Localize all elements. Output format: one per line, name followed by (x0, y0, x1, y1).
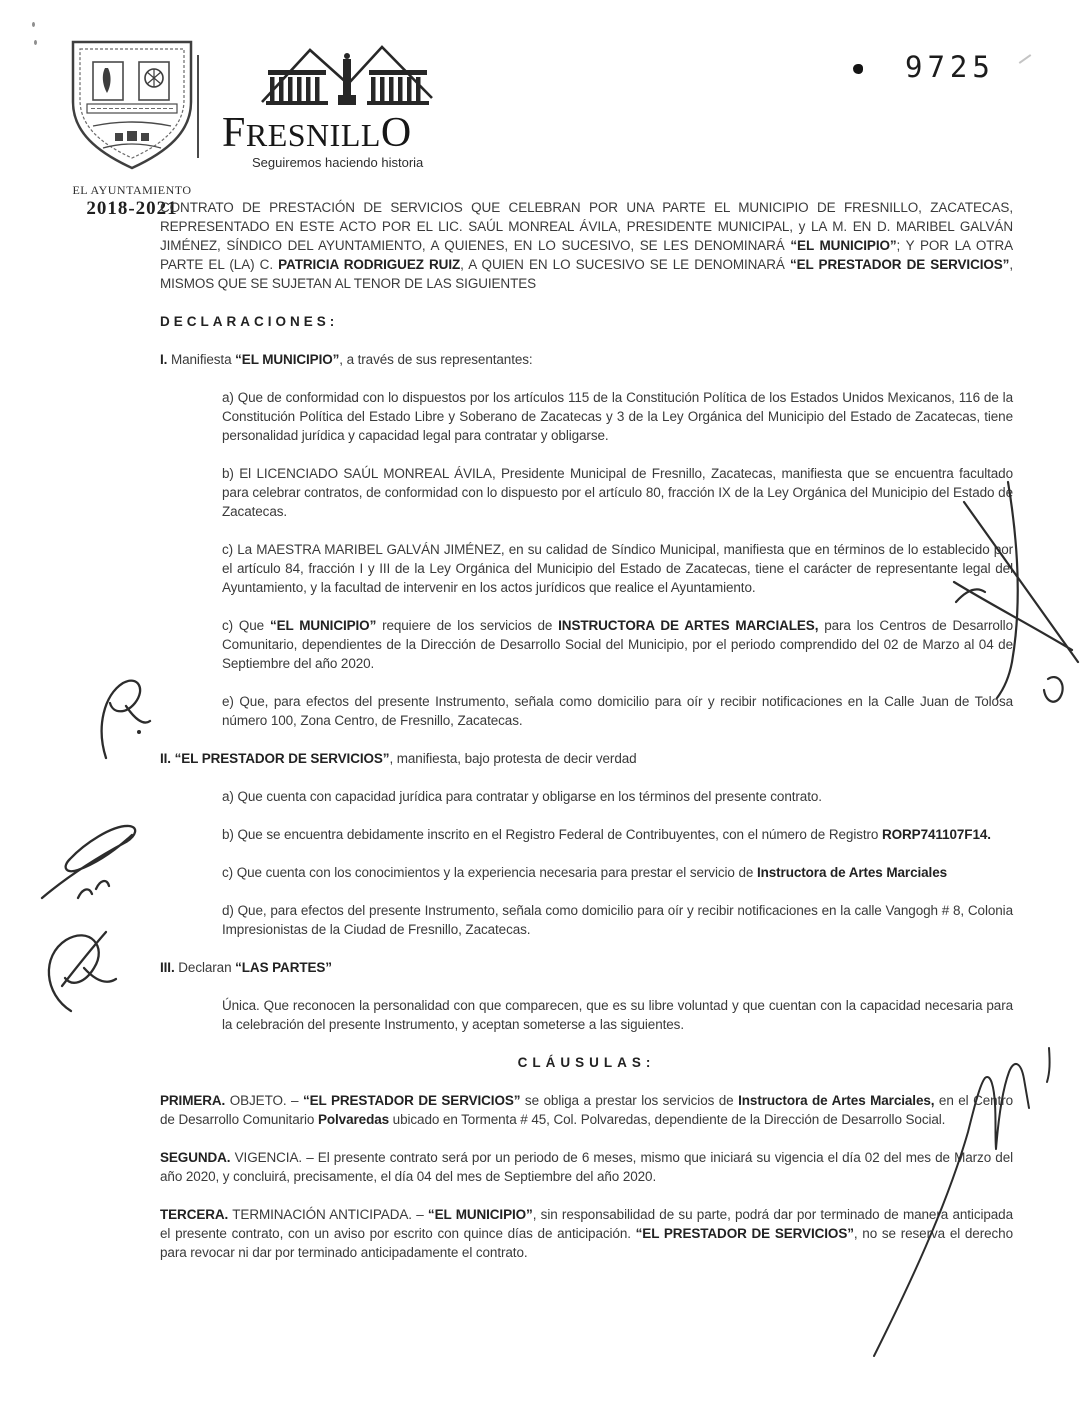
declaracion-II-d: d) Que, para efectos del presente Instrumento, señala como domicilio para oír y recibir notificaciones en la calle Vangogh # 8, Colonia Impresionistas de la Ciudad de Fresnillo, Zacatecas. (222, 903, 1013, 937)
declaracion-I-d: c) Que “EL MUNICIPIO” requiere de los servicios de INSTRUCTORA DE ARTES MARCIALES, para los Centros de Desarrollo Comunitario, dependientes de la Dirección de Desarrollo Social del Municipio, por el periodo comprendido del 02 de Marzo al 04 de Septiembre del año 2020. (222, 618, 1013, 671)
declaracion-II-a: a) Que cuenta con capacidad jurídica para contratar y obligarse en los términos del presente contrato. (222, 789, 822, 804)
declaracion-II-c: c) Que cuenta con los conocimientos y la experiencia necesaria para prestar el servicio de Instructora de Artes Marciales (222, 865, 948, 880)
clausulas-heading: CLÁUSULAS: (517, 1055, 656, 1070)
fresnillo-logo (222, 44, 472, 170)
crest-caption: EL AYUNTAMIENTO (72, 183, 192, 197)
declaracion-III-unica: Única. Que reconocen la personalidad con que comparecen, que es su libre voluntad y que cuentan con la capacidad necesaria para la celebración del presente Instrumento, y aceptan someterse a las siguientes. (222, 998, 1013, 1032)
logo-wordmark: FRESNILLO (222, 110, 412, 156)
declaracion-II-b: b) Que se encuentra debidamente inscrito en el Registro Federal de Contribuyentes, con el número de Registro RORP741107F14. (222, 827, 991, 842)
municipal-crest (57, 36, 207, 220)
clausula-tercera: TERCERA. TERMINACIÓN ANTICIPADA. – “EL MUNICIPIO”, sin responsabilidad de su parte, podrá dar por terminado de manera anticipada el presente contrato, con un aviso por escrito con quince días de anticipación. “EL PRESTADOR DE SERVICIOS”, no se reserva el derecho para revocar ni dar por terminado anticipadamente el contrato. (160, 1207, 1013, 1260)
declaracion-III: III. Declaran “LAS PARTES” (160, 960, 332, 975)
declaraciones-heading: DECLARACIONES: (160, 314, 339, 329)
crest-shield-icon (67, 36, 197, 176)
stamp-bullet (853, 64, 863, 74)
declaracion-II: II. “EL PRESTADOR DE SERVICIOS”, manifiesta, bajo protesta de decir verdad (160, 751, 637, 766)
intro-paragraph: CONTRATO DE PRESTACIÓN DE SERVICIOS QUE CELEBRAN POR UNA PARTE EL MUNICIPIO DE FRESNILLO, ZACATECAS, REPRESENTADO EN ESTE ACTO POR EL LIC. SAÚL MONREAL ÁVILA, PRESIDENTE MUNICIPAL, y LA M. EN D. MARIBEL GALVÁN JIMÉNEZ, SÍNDICO DEL AYUNTAMIENTO, A QUIENES, EN LO SUCESIVO, SE LES DENOMINARÁ “EL MUNICIPIO”; Y POR LA OTRA PARTE EL (LA) C. PATRICIA RODRIGUEZ RUIZ, A QUIEN EN LO SUCESIVO SE LE DENOMINARÁ “EL PRESTADOR DE SERVICIOS”, MISMOS QUE SE SUJETAN AL TENOR DE LAS SIGUIENTES (160, 200, 1014, 291)
monument-illustration-icon (260, 44, 435, 114)
declaracion-I-b: b) El LICENCIADO SAÚL MONREAL ÁVILA, Presidente Municipal de Fresnillo, Zacatecas, manifiesta que se encuentra facultado para celebrar contratos, de conformidad con lo dispuesto por el artículo 80, fracción IX de la Ley Orgánica del Municipio del Estado de Zacatecas. (222, 466, 1013, 519)
scan-noise-mark (1019, 54, 1032, 64)
header-divider (197, 55, 199, 158)
folio-number: 9725 (905, 50, 995, 84)
declaracion-I: I. Manifiesta “EL MUNICIPIO”, a través de sus representantes: (160, 352, 533, 367)
declaracion-I-e: e) Que, para efectos del presente Instrumento, señala como domicilio para oír y recibir notificaciones en la Calle Juan de Tolosa número 100, Zona Centro, de Fresnillo, Zacatecas. (222, 694, 1013, 728)
crest-years: 2018-2021 (86, 198, 178, 219)
declaracion-I-a: a) Que de conformidad con lo dispuestos por los artículos 115 de la Constitución Política de los Estados Unidos Mexicanos, 116 de la Constitución Política del Estado Libre y Soberano de Zacatecas y 3 de la Ley Orgánica del Municipio del Estado de Zacatecas, tiene personalidad jurídica y capacidad legal para contratar y obligarse. (222, 390, 1013, 443)
logo-tagline: Seguiremos haciendo historia (252, 155, 424, 170)
declaracion-I-c: c) La MAESTRA MARIBEL GALVÁN JIMÉNEZ, en su calidad de Síndico Municipal, manifiesta que en términos de lo establecido por el artículo 84, fracción I y III de la Ley Orgánica del Municipio del Estado de Zacatecas, tiene el carácter de representante legal del Ayuntamiento, y la facultad de intervenir en los actos jurídicos que realice el Ayuntamiento. (222, 542, 1013, 595)
clausula-primera: PRIMERA. OBJETO. – “EL PRESTADOR DE SERVICIOS” se obliga a prestar los servicios de Instructora de Artes Marciales, en el Centro de Desarrollo Comunitario Polvaredas ubicado en Tormenta # 45, Col. Polvaredas, dependiente de la Dirección de Desarrollo Social. (160, 1093, 1013, 1127)
contract-body (160, 198, 1013, 1281)
handwritten-signature (26, 596, 171, 1021)
scan-noise-dot (34, 40, 37, 45)
clausula-segunda: SEGUNDA. VIGENCIA. – El presente contrato será por un periodo de 6 meses, mismo que iniciará su vigencia el día 02 del mes de Marzo del año 2020, y concluirá, precisamente, el día 04 del mes de Septiembre del año 2020. (160, 1150, 1013, 1184)
scan-noise-dot (32, 22, 35, 27)
